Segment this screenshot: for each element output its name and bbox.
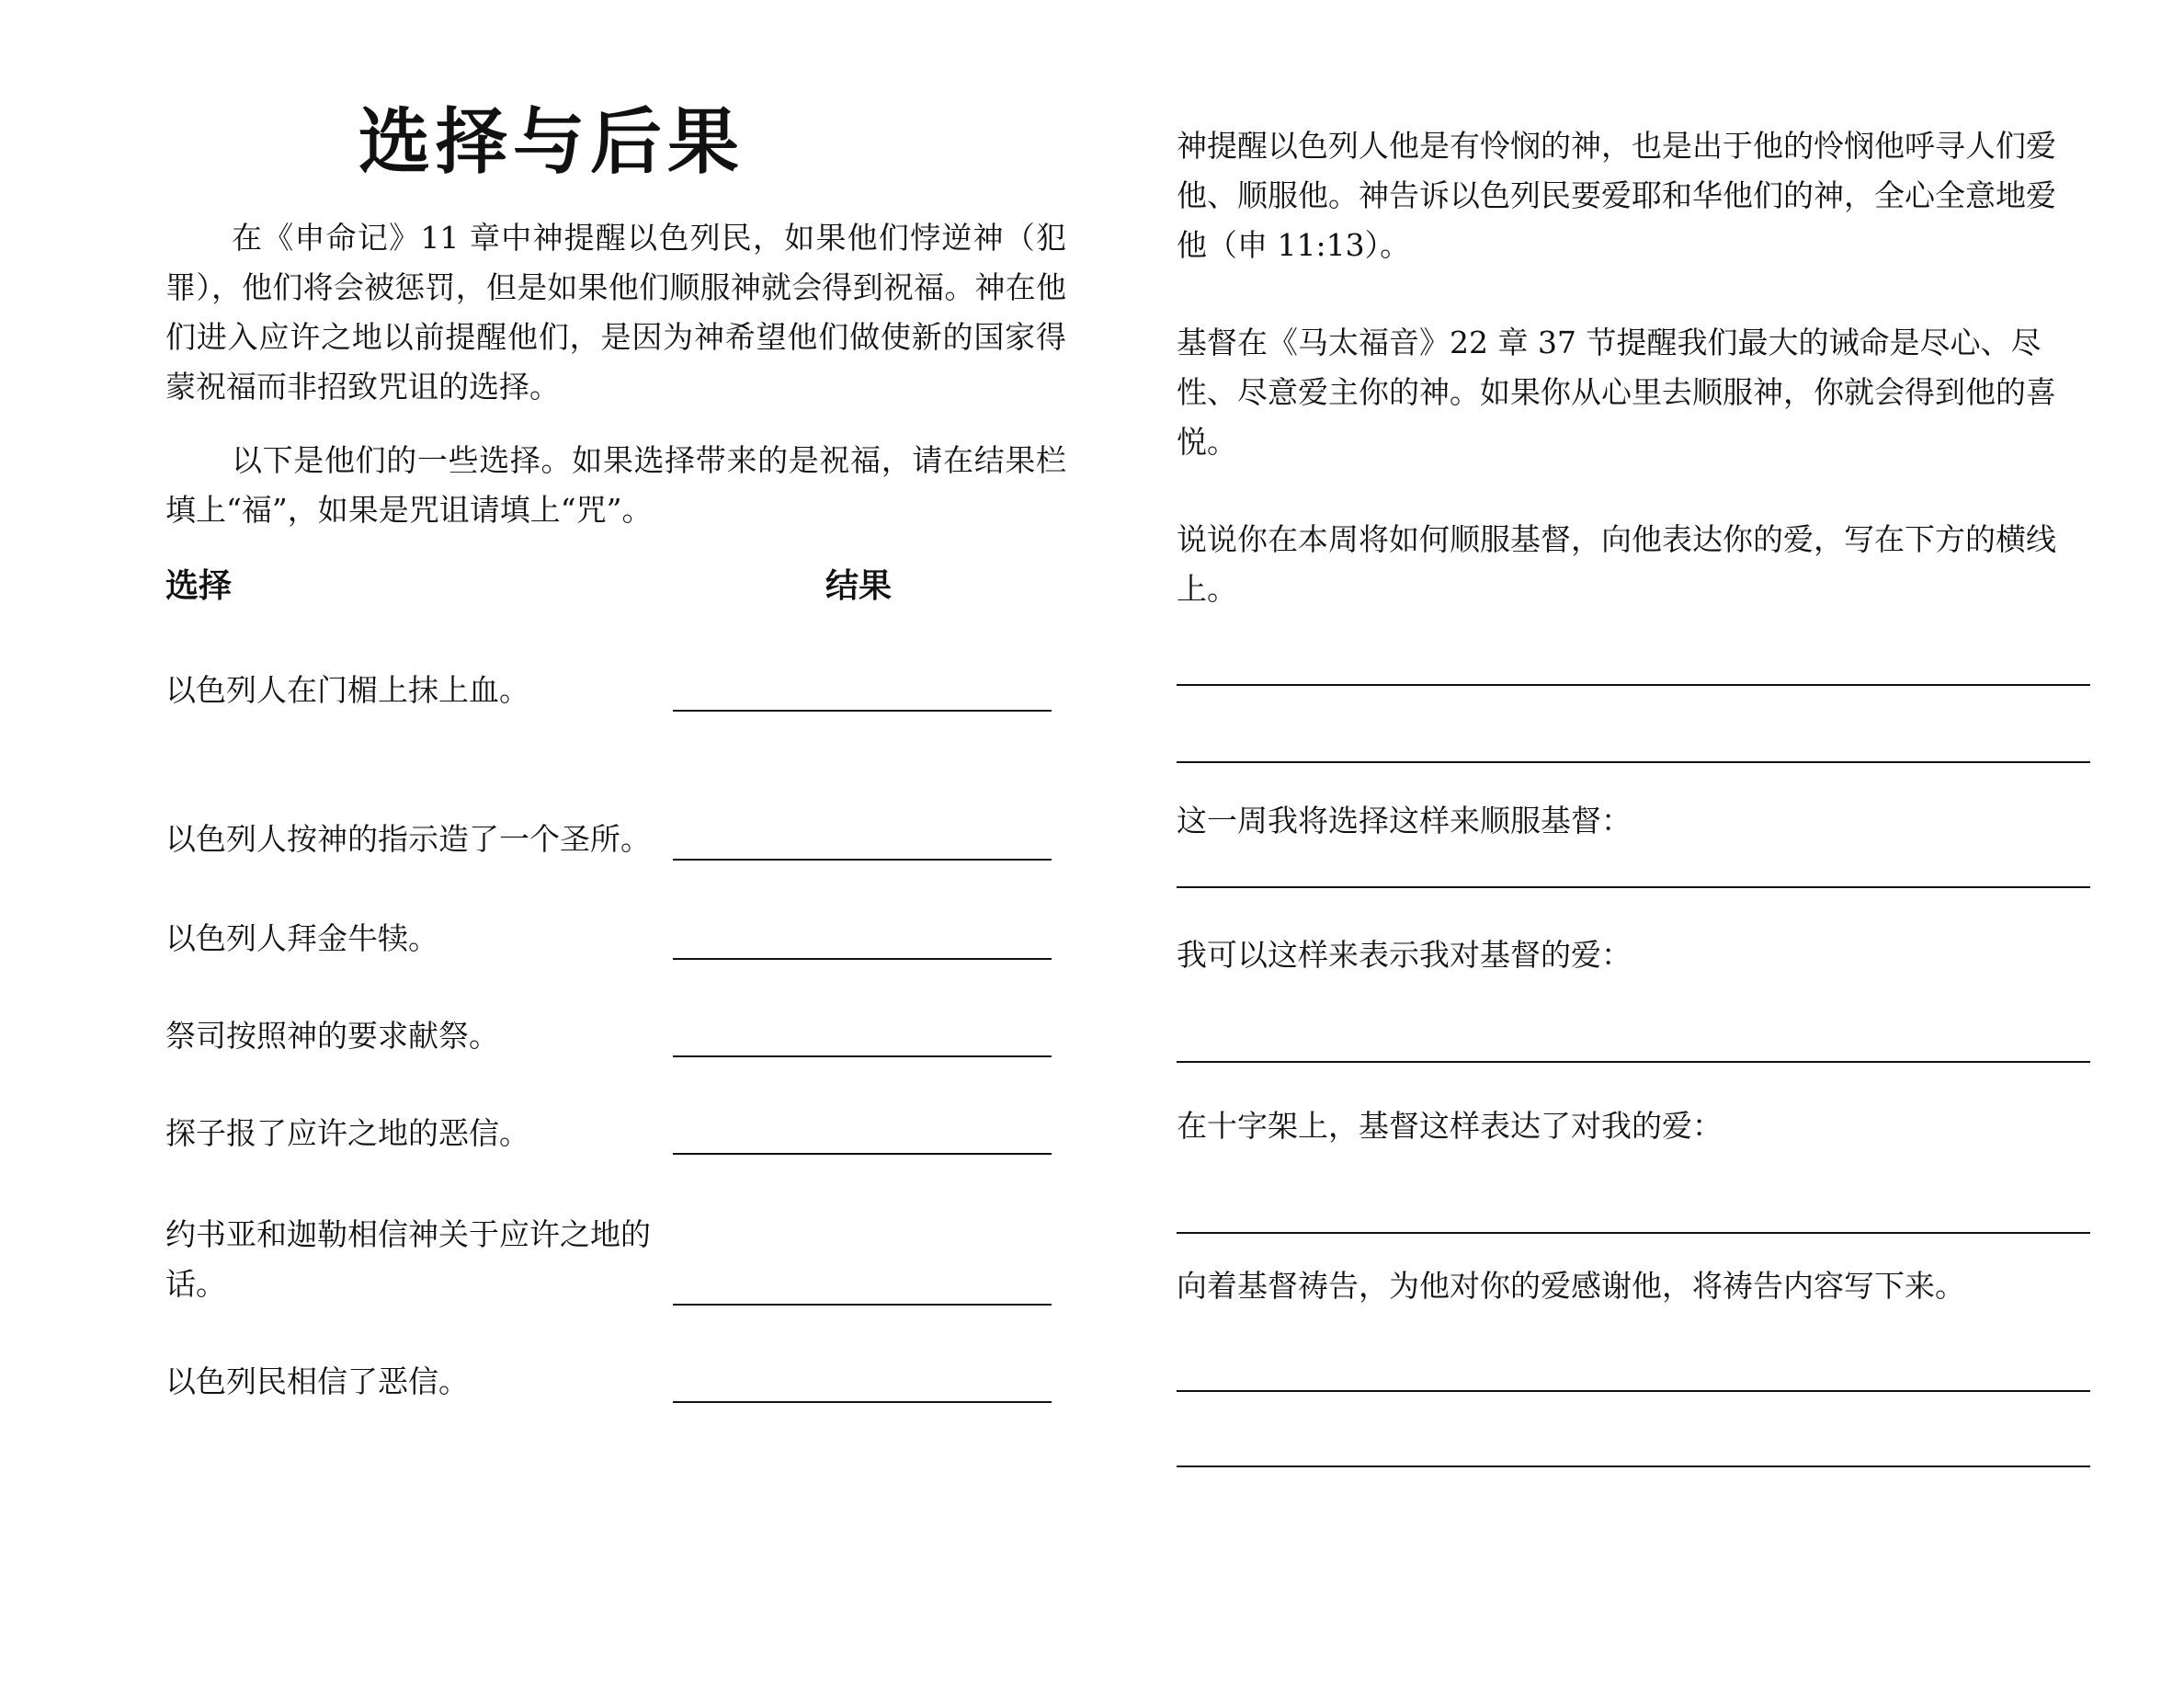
intro-paragraph-1: 在《申命记》11 章中神提醒以色列民，如果他们悖逆神（犯罪），他们将会被惩罚，但是如果他们顺服神就会得到祝福。神在他们进入应许之地以前提醒他们，是因为神希望他们做使新的国家得蒙祝福而非招致咒诅的选择。	[165, 220, 1066, 405]
write-line[interactable]	[1177, 684, 2090, 686]
obey-prompt: 这一周我将选择这样来顺服基督：	[1177, 803, 1632, 838]
choice-text: 祭司按照神的要求献祭。	[165, 1018, 499, 1054]
write-line[interactable]	[1177, 1390, 2090, 1392]
intro-paragraph-2: 以下是他们的一些选择。如果选择带来的是祝福，请在结果栏填上“福”，如果是咒诅请填上“咒”。	[165, 442, 1066, 528]
right-paragraph-1: 神提醒以色列人他是有怜悯的神，也是出于他的怜悯他呼寻人们爱他、顺服他。神告诉以色列民要爱耶和华他们的神，全心全意地爱他（申 11:13）。	[1177, 128, 2056, 263]
write-line[interactable]	[1177, 1061, 2090, 1063]
write-line[interactable]	[1177, 761, 2090, 763]
prayer-prompt: 向着基督祷告，为他对你的爱感谢他，将祷告内容写下来。	[1177, 1268, 1965, 1304]
reflection-prompt: 说说你在本周将如何顺服基督，向他表达你的爱，写在下方的横线上。	[1177, 521, 2056, 607]
page-title: 选择与后果	[358, 100, 745, 184]
choice-column-header: 选择	[165, 567, 233, 605]
write-line[interactable]	[1177, 1232, 2090, 1234]
right-paragraph-2: 基督在《马太福音》22 章 37 节提醒我们最大的诫命是尽心、尽性、尽意爱主你的神。如果你从心里去顺服神，你就会得到他的喜悦。	[1177, 325, 2056, 460]
choice-text: 约书亚和迦勒相信神关于应许之地的话。	[165, 1216, 651, 1302]
choice-text: 以色列人拜金牛犊。	[165, 920, 438, 956]
choice-text: 探子报了应许之地的恶信。	[165, 1115, 529, 1151]
choice-text: 以色列人在门楣上抹上血。	[165, 672, 529, 708]
write-line[interactable]	[1177, 1466, 2090, 1467]
choice-row	[165, 0, 1066, 1407]
choice-text: 以色列民相信了恶信。	[165, 1363, 469, 1399]
result-column-header: 结果	[825, 567, 893, 605]
write-line[interactable]	[1177, 886, 2090, 888]
result-answer-line[interactable]	[673, 1401, 1052, 1403]
love-prompt: 我可以这样来表示我对基督的爱：	[1177, 937, 1632, 973]
cross-prompt: 在十字架上，基督这样表达了对我的爱：	[1177, 1108, 1723, 1144]
choice-text: 以色列人按神的指示造了一个圣所。	[165, 821, 651, 857]
